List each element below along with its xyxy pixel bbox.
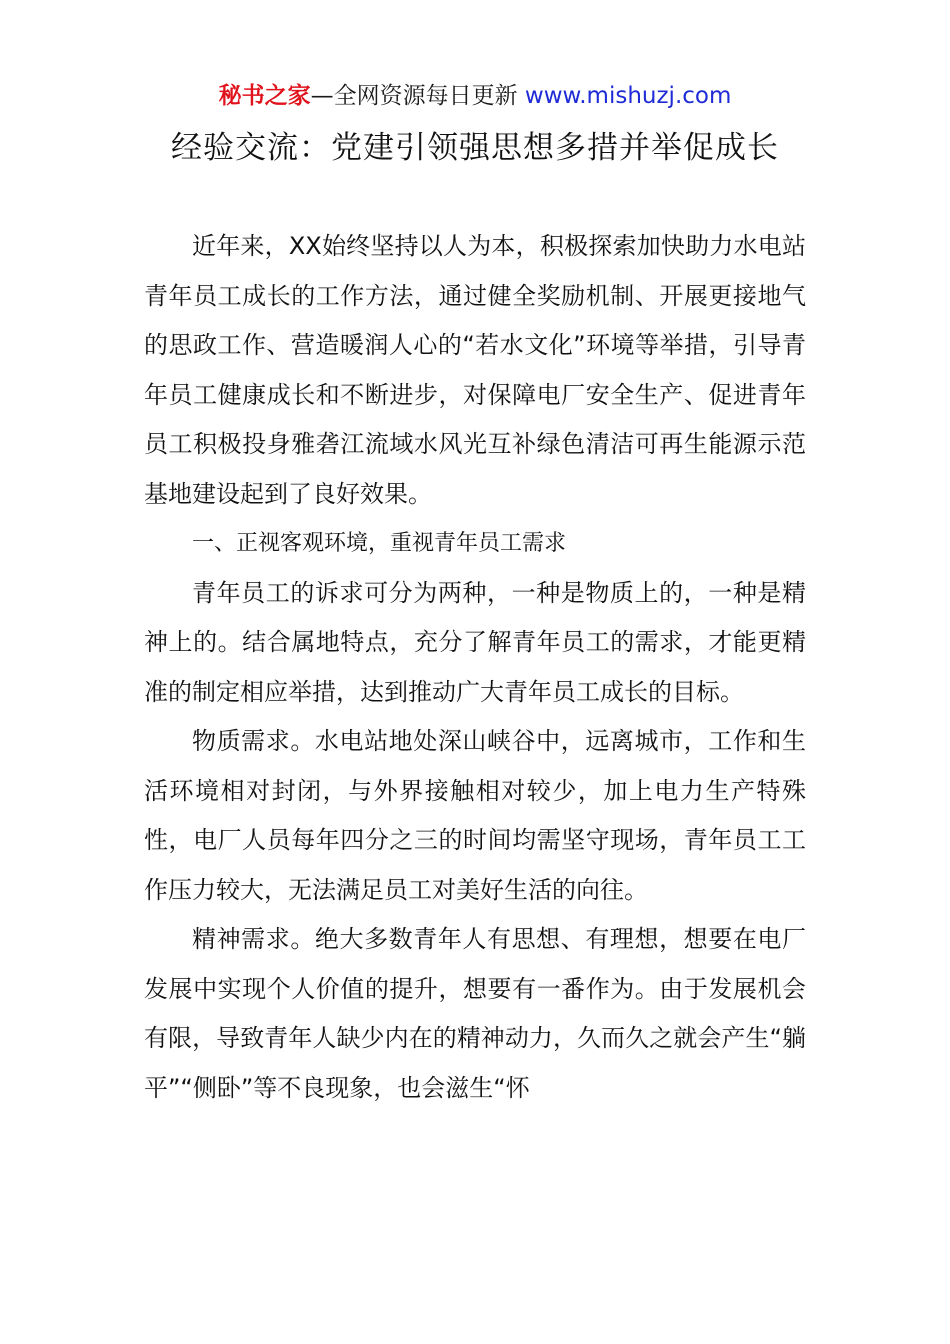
brand-name: 秘书之家 xyxy=(218,83,311,109)
paragraph-material-needs: 物质需求。水电站地处深山峡谷中，远离城市，工作和生活环境相对封闭，与外界接触相对较少，加上电力生产特殊性，电厂人员每年四分之三的时间均需坚守现场，青年员工工作压力较大，无法满足员工对美好生活的向往。 xyxy=(144,727,806,904)
paragraph-needs-overview: 青年员工的诉求可分为两种，一种是物质上的，一种是精神上的。结合属地特点，充分了解青年员工的需求，才能更精准的制定相应举措，达到推动广大青年员工成长的目标。 xyxy=(144,578,806,706)
document-body xyxy=(144,222,806,1113)
paragraph-intro: 近年来，XX始终坚持以人为本，积极探索加快助力水电站青年员工成长的工作方法，通过健全奖励机制、开展更接地气的思政工作、营造暖润人心的“若水文化”环境等举措，引导青年员工健康成长和不断进步，对保障电厂安全生产、促进青年员工积极投身雅砻江流域水风光互补绿色清洁可再生能源示范基地建设起到了良好效果。 xyxy=(144,232,806,508)
document-title: 经验交流：党建引领强思想多措并举促成长 xyxy=(171,130,779,166)
site-url-link[interactable]: www.mishuzj.com xyxy=(524,83,732,109)
site-header xyxy=(0,80,950,112)
section-heading: 一、正视客观环境，重视青年员工需求 xyxy=(192,531,567,556)
header-tagline: —全网资源每日更新 xyxy=(310,83,525,109)
paragraph-spiritual-needs: 精神需求。绝大多数青年人有思想、有理想，想要在电厂发展中实现个人价值的提升，想要有一番作为。由于发展机会有限，导致青年人缺少内在的精神动力，久而久之就会产生“躺平”“侧卧”等不良现象，也会滋生“怀 xyxy=(144,925,806,1102)
